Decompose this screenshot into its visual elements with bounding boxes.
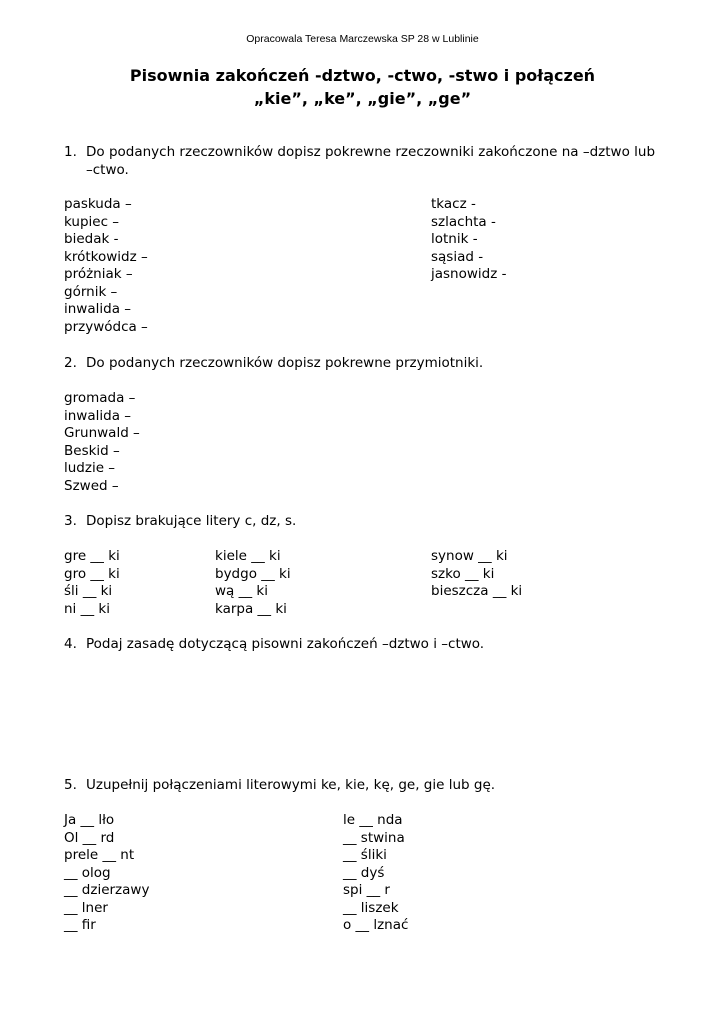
question-number: 4. xyxy=(64,636,77,652)
list-item: __ liszek xyxy=(343,899,399,916)
question-number: 3. xyxy=(64,513,77,529)
q3-col-1 xyxy=(64,548,120,618)
list-item: gro __ ki xyxy=(64,565,120,582)
question-text: Podaj zasadę dotyczącą pisowni zakończeń –dztwo i –ctwo. xyxy=(86,636,485,652)
list-item: bydgo __ ki xyxy=(215,565,291,582)
list-item: synow __ ki xyxy=(431,548,508,564)
q3-col-3 xyxy=(431,548,522,601)
list-item: próżniak – xyxy=(64,266,133,282)
list-item: spi __ r xyxy=(343,882,390,898)
question-number: 2. xyxy=(64,355,77,371)
q5-right-list xyxy=(343,812,408,935)
list-item: przywódca – xyxy=(64,318,148,335)
list-item: Beskid – xyxy=(64,442,120,459)
list-item: jasnowidz - xyxy=(431,266,507,282)
list-item: krótkowidz – xyxy=(64,248,148,265)
question-text: Do podanych rzeczowników dopisz pokrewne rzeczowniki zakończone na –dztwo lub –ctwo. xyxy=(86,144,656,178)
list-item: Ja __ lło xyxy=(64,812,115,828)
list-item: górnik – xyxy=(64,283,118,300)
list-item: tkacz - xyxy=(431,196,476,212)
list-item: kiele __ ki xyxy=(215,548,281,564)
question-text: Do podanych rzeczowników dopisz pokrewne przymiotniki. xyxy=(86,355,484,371)
list-item: karpa __ ki xyxy=(215,600,287,617)
page-header: Opracowala Teresa Marczewska SP 28 w Lublinie xyxy=(246,33,479,45)
list-item: __ stwina xyxy=(343,829,405,846)
q1-left-list xyxy=(64,196,148,336)
list-item: sąsiad - xyxy=(431,248,484,265)
list-item: __ dyś xyxy=(343,864,385,881)
list-item: bieszcza __ ki xyxy=(431,583,523,599)
list-item: szko __ ki xyxy=(431,565,495,582)
list-item: gre __ ki xyxy=(64,548,120,564)
list-item: __ dzierzawy xyxy=(64,882,150,898)
list-item: paskuda – xyxy=(64,196,132,212)
list-item: Szwed – xyxy=(64,477,119,494)
list-item: kupiec – xyxy=(64,213,120,230)
list-item: __ śliki xyxy=(343,847,387,863)
list-item: gromada – xyxy=(64,390,136,406)
list-item: prele __ nt xyxy=(64,847,135,863)
question-text: Uzupełnij połączeniami literowymi ke, kie, kę, ge, gie lub gę. xyxy=(86,777,496,793)
q5-left-list xyxy=(64,812,149,935)
list-item: __ olog xyxy=(64,864,111,881)
page-title-line1: Pisownia zakończeń -dztwo, -ctwo, -stwo i połączeń xyxy=(129,66,596,85)
q2-list xyxy=(64,390,140,495)
list-item: wą __ ki xyxy=(215,583,268,599)
list-item: Grunwald – xyxy=(64,425,140,441)
list-item: ludzie – xyxy=(64,460,116,476)
list-item: śli __ ki xyxy=(64,583,113,599)
list-item: inwalida – xyxy=(64,301,132,317)
q3-col-2 xyxy=(215,548,291,618)
list-item: __ lner xyxy=(64,899,108,916)
q1-right-list xyxy=(431,196,506,284)
list-item: o __ lznać xyxy=(343,917,409,933)
list-item: le __ nda xyxy=(343,812,403,828)
list-item: Ol __ rd xyxy=(64,829,115,846)
list-item: ni __ ki xyxy=(64,600,110,617)
list-item: __ fir xyxy=(64,917,96,933)
list-item: inwalida – xyxy=(64,407,132,424)
question-text: Dopisz brakujące litery c, dz, s. xyxy=(86,513,297,529)
list-item: biedak - xyxy=(64,231,119,247)
question-number: 5. xyxy=(64,777,77,793)
list-item: szlachta - xyxy=(431,213,496,230)
page-title-line2: „kie”, „ke”, „gie”, „ge” xyxy=(253,89,472,108)
question-number: 1. xyxy=(64,144,77,160)
list-item: lotnik - xyxy=(431,231,478,247)
